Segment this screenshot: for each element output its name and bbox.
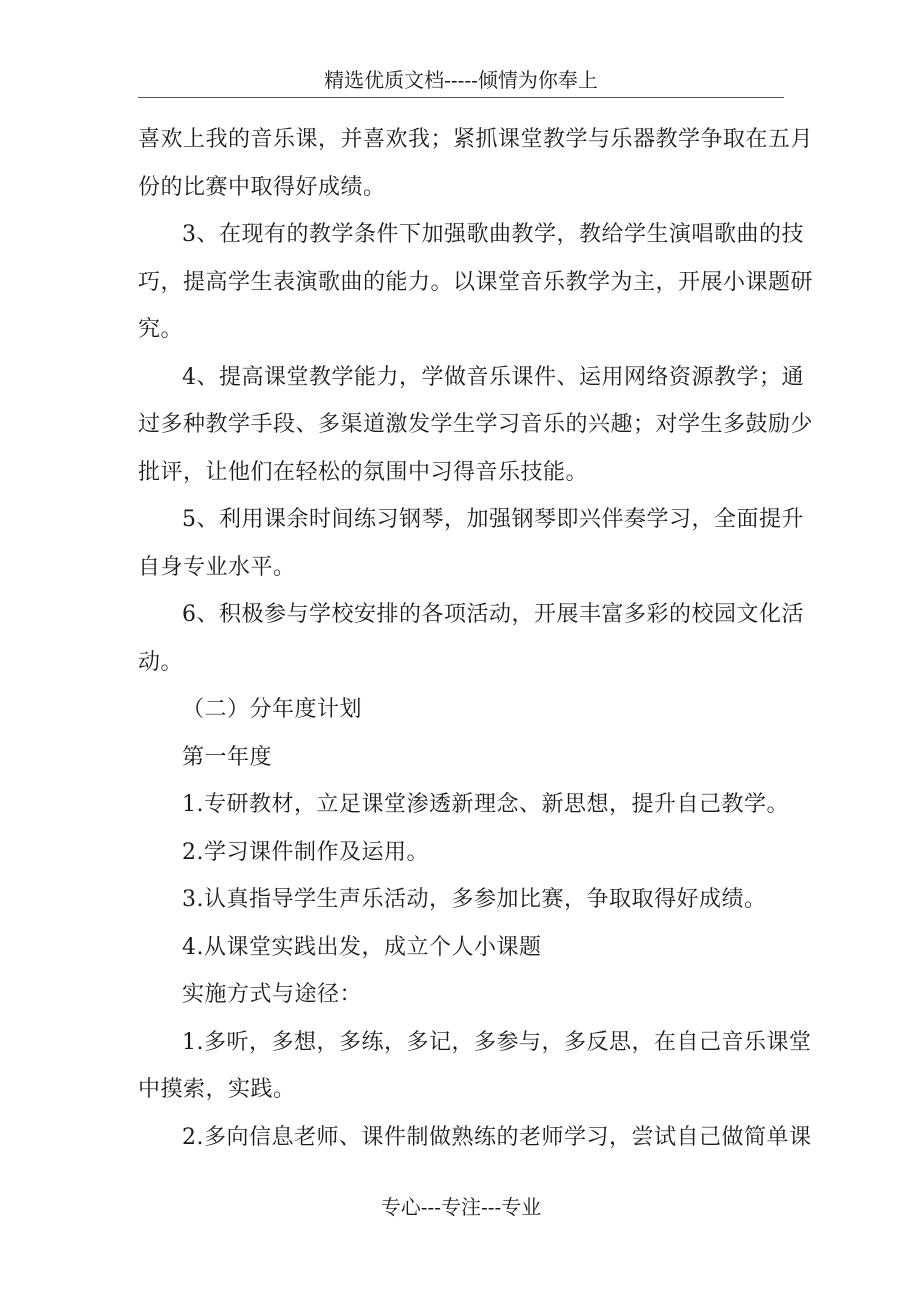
text-line: 2.多向信息老师、课件制做熟练的老师学习，尝试自己做简单课: [182, 1124, 812, 1150]
subsection-heading: 第一年度: [182, 744, 273, 770]
header-divider: [138, 97, 784, 98]
text-line: 4.从课堂实践出发，成立个人小课题: [182, 934, 542, 960]
text-line: 喜欢上我的音乐课，并喜欢我；紧抓课堂教学与乐器教学争取在五月: [138, 127, 814, 152]
text-line: 过多种教学手段、多渠道激发学生学习音乐的兴趣；对学生多鼓励少: [138, 412, 814, 437]
text-line: 2.学习课件制作及运用。: [182, 839, 429, 865]
text-line: 动。: [138, 649, 184, 675]
text-line: 5、利用课余时间练习钢琴，加强钢琴即兴伴奏学习，全面提升: [182, 507, 804, 532]
document-body: [138, 116, 814, 1161]
text-line: 1.多听，多想，多练，多记，多参与，多反思，在自己音乐课堂: [182, 1029, 812, 1055]
page-header: 精选优质文档-----倾情为你奉上: [324, 68, 598, 92]
subsection-heading: 实施方式与途径：: [182, 982, 363, 1007]
text-line: 究。: [138, 317, 184, 342]
text-line: 自身专业水平。: [138, 554, 296, 580]
page-footer: 专心---专注---专业: [380, 1195, 542, 1219]
text-line: 3.认真指导学生声乐活动，多参加比赛，争取取得好成绩。: [182, 887, 767, 912]
text-line: 1.专研教材，立足课堂渗透新理念、新思想，提升自己教学。: [182, 792, 789, 817]
text-line: 6、积极参与学校安排的各项活动，开展丰富多彩的校园文化活: [182, 602, 804, 627]
text-line: 4、提高课堂教学能力，学做音乐课件、运用网络资源教学；通: [182, 364, 804, 390]
text-line: 批评，让他们在轻松的氛围中习得音乐技能。: [138, 459, 589, 485]
section-heading: （二）分年度计划: [182, 697, 363, 722]
text-line: 巧，提高学生表演歌曲的能力。以课堂音乐教学为主，开展小课题研: [138, 269, 814, 295]
text-line: 3、在现有的教学条件下加强歌曲教学，教给学生演唱歌曲的技: [182, 222, 804, 247]
text-line: 中摸索，实践。: [138, 1077, 296, 1102]
text-line: 份的比赛中取得好成绩。: [138, 174, 386, 200]
